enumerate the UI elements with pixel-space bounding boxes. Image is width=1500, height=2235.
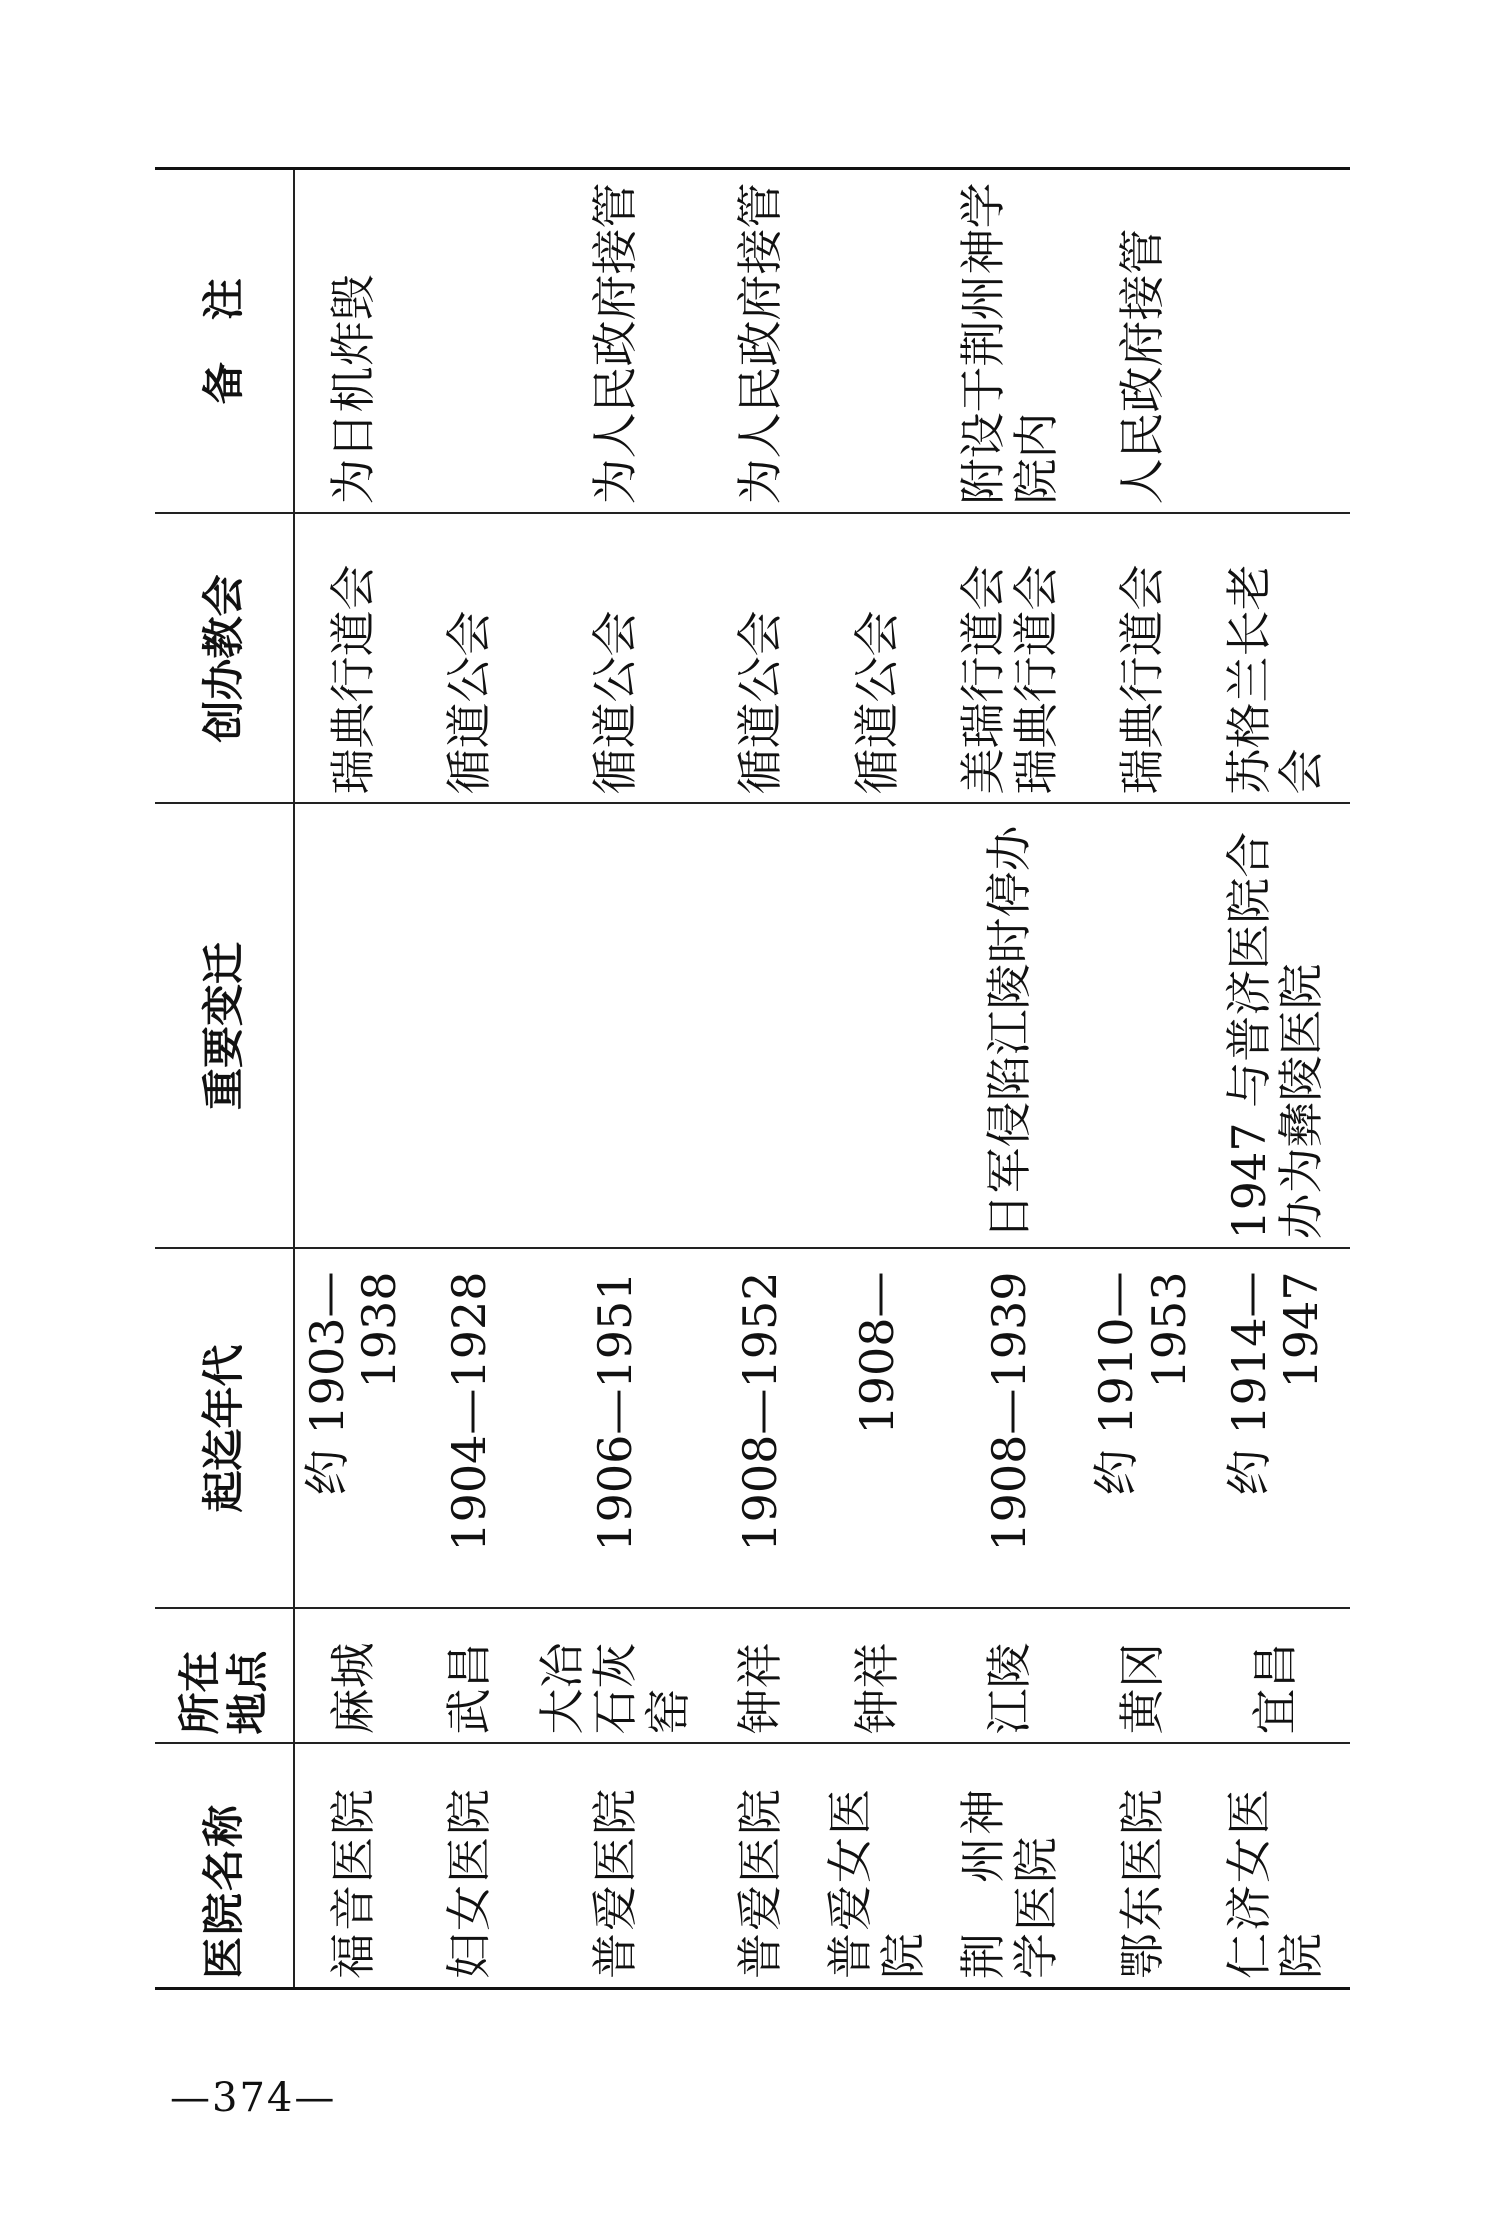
cell-church: 美瑞行道会瑞典行道会 — [935, 514, 1084, 804]
header-location: 所在地点 — [155, 1609, 294, 1744]
cell-location: 黄冈 — [1084, 1609, 1201, 1744]
cell-location: 钟祥 — [819, 1609, 936, 1744]
cell-church: 瑞典行道会 — [294, 514, 412, 804]
cell-remarks: 为人民政府接管 — [528, 169, 703, 514]
table-row — [294, 169, 412, 1989]
cell-location: 宜昌 — [1201, 1609, 1350, 1744]
cell-church: 苏格兰长老会 — [1201, 514, 1350, 804]
cell-changes — [1084, 804, 1201, 1249]
cell-location: 大冶石灰窑 — [528, 1609, 703, 1744]
table-row — [1201, 169, 1350, 1989]
cell-remarks: 为人民政府接管 — [703, 169, 819, 514]
cell-changes — [528, 804, 703, 1249]
table-row — [412, 169, 528, 1989]
cell-years: 约 1914—1947 — [1201, 1249, 1350, 1609]
table-row — [819, 169, 936, 1989]
header-years: 起迄年代 — [155, 1249, 294, 1609]
cell-church: 循道公会 — [528, 514, 703, 804]
cell-hospital-name: 仁济女医院 — [1201, 1744, 1350, 1989]
cell-remarks — [819, 169, 936, 514]
cell-hospital-name: 普爱医院 — [703, 1744, 819, 1989]
cell-remarks: 人民政府接管 — [1084, 169, 1201, 514]
cell-hospital-name: 鄂东医院 — [1084, 1744, 1201, 1989]
table-row — [703, 169, 819, 1989]
cell-years: 1906—1951 — [528, 1249, 703, 1609]
cell-remarks: 为日机炸毁 — [294, 169, 412, 514]
cell-church: 循道公会 — [412, 514, 528, 804]
cell-hospital-name: 普爱女医院 — [819, 1744, 936, 1989]
header-hospital-name: 医院名称 — [155, 1744, 294, 1989]
cell-years: 1908—1952 — [703, 1249, 819, 1609]
table-row — [1084, 169, 1201, 1989]
header-church: 创办教会 — [155, 514, 294, 804]
cell-remarks — [1201, 169, 1350, 514]
cell-location: 武昌 — [412, 1609, 528, 1744]
cell-changes: 1947 与普济医院合办为彝陵医院 — [1201, 804, 1350, 1249]
cell-location: 钟祥 — [703, 1609, 819, 1744]
cell-church: 循道公会 — [703, 514, 819, 804]
table-row — [528, 169, 703, 1989]
cell-years: 约 1903—1938 — [294, 1249, 412, 1609]
cell-hospital-name: 普爱医院 — [528, 1744, 703, 1989]
cell-years: 1904—1928 — [412, 1249, 528, 1609]
header-changes: 重要变迁 — [155, 804, 294, 1249]
cell-changes — [294, 804, 412, 1249]
hospital-table — [155, 167, 1350, 1990]
cell-changes — [412, 804, 528, 1249]
table-row — [935, 169, 1084, 1989]
cell-hospital-name: 福音医院 — [294, 1744, 412, 1989]
cell-changes — [703, 804, 819, 1249]
header-remarks: 备 注 — [155, 169, 294, 514]
cell-years: 约 1910—1953 — [1084, 1249, 1201, 1609]
cell-location: 江陵 — [935, 1609, 1084, 1744]
cell-changes — [819, 804, 936, 1249]
cell-changes: 日军侵陷江陵时停办 — [935, 804, 1084, 1249]
cell-hospital-name: 妇女医院 — [412, 1744, 528, 1989]
cell-hospital-name: 荆 州神学医院 — [935, 1744, 1084, 1989]
cell-years: 1908—1939 — [935, 1249, 1084, 1609]
hospital-table-rotated — [155, 170, 1350, 1990]
cell-remarks — [412, 169, 528, 514]
cell-church: 循道公会 — [819, 514, 936, 804]
table-header-row — [155, 169, 294, 1989]
page-number: —374— — [170, 2075, 337, 2121]
cell-remarks: 附设于荆州神学院内 — [935, 169, 1084, 514]
cell-church: 瑞典行道会 — [1084, 514, 1201, 804]
cell-location: 麻城 — [294, 1609, 412, 1744]
cell-years: 1908— — [819, 1249, 936, 1609]
